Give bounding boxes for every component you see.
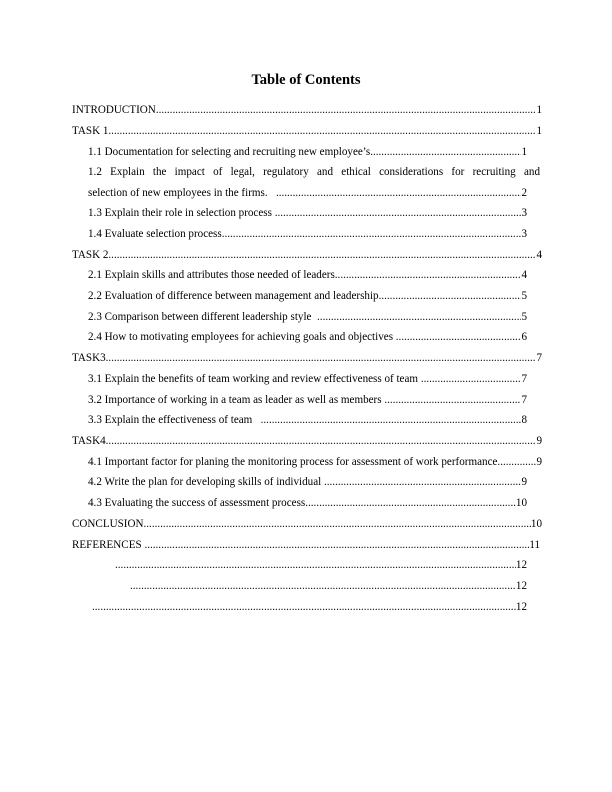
toc-entry-label: INTRODUCTION xyxy=(72,104,156,116)
toc-leader-dots xyxy=(130,579,516,593)
toc-entry-2-2[interactable] xyxy=(88,289,527,303)
toc-entry-label: 1.1 Documentation for selecting and recruiting new employee’s xyxy=(88,146,371,158)
toc-entry-label: REFERENCES xyxy=(72,539,145,551)
toc-entry-label: 3.1 Explain the benefits of team working and review effectiveness of team xyxy=(88,373,421,385)
toc-entry-page: 5 xyxy=(521,290,527,302)
toc-leader-dots xyxy=(305,496,516,510)
toc-entry-label: TASK 2 xyxy=(72,249,109,261)
toc-leader-dots xyxy=(106,434,537,448)
toc-entry-label: TASK3 xyxy=(72,352,106,364)
toc-entry-4-2[interactable] xyxy=(88,475,527,489)
toc-entry-label: 2.3 Comparison between different leadership style xyxy=(88,311,318,323)
toc-leader-dots xyxy=(108,124,536,138)
toc-title: Table of Contents xyxy=(251,72,361,88)
toc-entry-page: 11 xyxy=(529,539,540,551)
toc-leader-dots xyxy=(324,475,521,489)
toc-entry-1-1[interactable] xyxy=(88,145,527,159)
toc-entry-page: 4 xyxy=(521,269,527,281)
toc-entry-page: 9 xyxy=(536,435,542,447)
toc-entry-page: 2 xyxy=(521,187,527,199)
toc-entry-references[interactable] xyxy=(72,538,540,552)
toc-entry-label: 1.4 Evaluate selection process xyxy=(88,228,222,240)
toc-leader-dots xyxy=(317,310,521,324)
toc-leader-dots xyxy=(396,330,522,344)
toc-leader-dots xyxy=(335,268,522,282)
toc-leader-dots xyxy=(144,538,529,552)
toc-entry-label: selection of new employees in the firms. xyxy=(88,187,276,199)
toc-entry-page: 1 xyxy=(536,125,542,137)
toc-entry-empty[interactable] xyxy=(130,579,527,593)
toc-entry-2-3[interactable] xyxy=(88,310,527,324)
toc-entry-4-1[interactable] xyxy=(88,455,542,469)
toc-entry-label: 3.2 Importance of working in a team as leader as well as members xyxy=(88,394,385,406)
toc-entry-page: 9 xyxy=(521,476,527,488)
toc-entry-page: 10 xyxy=(515,497,527,509)
toc-entry-empty[interactable] xyxy=(92,600,527,614)
toc-leader-dots xyxy=(276,186,522,200)
toc-entry-label: 4.1 Important factor for planing the monitoring process for assessment of work performance. xyxy=(88,456,501,468)
toc-entry-page: 12 xyxy=(515,580,527,592)
toc-entry-label: TASK 1 xyxy=(72,125,109,137)
toc-entry-4-3[interactable] xyxy=(88,496,527,510)
toc-entry-page: 7 xyxy=(521,373,527,385)
toc-entry-task-3[interactable] xyxy=(72,351,542,365)
toc-entry-1-2[interactable] xyxy=(88,186,527,200)
toc-entry-label: 4.3 Evaluating the success of assessment process xyxy=(88,497,306,509)
toc-entry-page: 7 xyxy=(521,394,527,406)
toc-leader-dots xyxy=(144,517,531,531)
toc-entry-task-1[interactable] xyxy=(72,124,542,138)
toc-entry-label: TASK4 xyxy=(72,435,106,447)
toc-leader-dots xyxy=(156,103,537,117)
toc-entry-label: 2.2 Evaluation of difference between management and leadership xyxy=(88,290,379,302)
toc-leader-dots xyxy=(106,351,537,365)
toc-entry-label: 2.1 Explain skills and attributes those needed of leaders xyxy=(88,269,335,281)
toc-leader-dots xyxy=(379,289,522,303)
toc-entry-2-4[interactable] xyxy=(88,330,527,344)
toc-entry-page: 8 xyxy=(521,414,527,426)
toc-entry-empty[interactable] xyxy=(115,558,527,572)
toc-entry-conclusion[interactable] xyxy=(72,517,542,531)
toc-entry-page: 6 xyxy=(521,331,527,343)
toc-leader-dots xyxy=(108,248,536,262)
toc-leader-dots xyxy=(222,227,522,241)
toc-leader-dots xyxy=(384,393,521,407)
toc-entry-page: 1 xyxy=(521,146,527,158)
toc-leader-dots xyxy=(275,206,522,220)
toc-entry-label: 4.2 Write the plan for developing skills of individual xyxy=(88,476,324,488)
toc-leader-dots xyxy=(370,145,521,159)
toc-entry-label: 2.4 How to motivating employees for achieving goals and objectives xyxy=(88,331,396,343)
toc-leader-dots xyxy=(500,455,536,469)
toc-entry-1-2-line1[interactable]: 1.2 Explain the impact of legal, regulatory and ethical considerations for recruiting and xyxy=(88,166,540,178)
toc-entry-1-3[interactable] xyxy=(88,206,527,220)
toc-entry-page: 1 xyxy=(536,104,542,116)
toc-entry-page: 4 xyxy=(536,249,542,261)
toc-entry-page: 7 xyxy=(536,352,542,364)
toc-entry-3-2[interactable] xyxy=(88,393,527,407)
toc-leader-dots xyxy=(421,372,522,386)
toc-entry-2-1[interactable] xyxy=(88,268,527,282)
toc-entry-label: CONCLUSION xyxy=(72,518,144,530)
toc-leader-dots xyxy=(261,413,522,427)
toc-entry-label: 3.3 Explain the effectiveness of team xyxy=(88,414,261,426)
toc-entry-task-4[interactable] xyxy=(72,434,542,448)
toc-entry-3-1[interactable] xyxy=(88,372,527,386)
toc-entry-1-4[interactable] xyxy=(88,227,527,241)
toc-entry-page: 12 xyxy=(515,601,527,613)
toc-entry-task-2[interactable] xyxy=(72,248,542,262)
toc-entry-label: 1.3 Explain their role in selection process xyxy=(88,207,275,219)
toc-entry-page: 3 xyxy=(521,207,527,219)
toc-leader-dots xyxy=(92,600,516,614)
toc-entry-3-3[interactable] xyxy=(88,413,527,427)
toc-leader-dots xyxy=(115,558,516,572)
toc-entry-page: 9 xyxy=(536,456,542,468)
toc-entry-introduction[interactable] xyxy=(72,103,542,117)
toc-entry-page: 5 xyxy=(521,311,527,323)
toc-entry-page: 3 xyxy=(521,228,527,240)
toc-entry-page: 10 xyxy=(530,518,542,530)
toc-entry-page: 12 xyxy=(515,559,527,571)
